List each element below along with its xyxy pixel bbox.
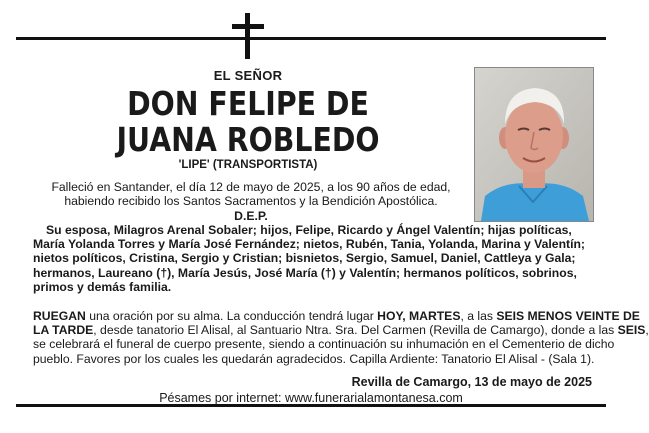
deceased-alias: 'LIPE' (TRANSPORTISTA): [178, 159, 318, 171]
funeral-text: , a las: [460, 309, 497, 323]
ruegan-word: RUEGAN: [33, 309, 86, 323]
title-line: EL SEÑOR: [213, 68, 283, 83]
intro-line: Falleció en Santander, el día 12 de mayo de 2025, a los 90 años de edad,: [51, 180, 451, 194]
funeral-text: ,: [645, 323, 649, 338]
cross-icon: [232, 13, 264, 59]
funeral-details: [33, 309, 649, 366]
place-date-signature: Revilla de Camargo, 13 de mayo de 2025: [351, 375, 592, 389]
funeral-line: [33, 323, 649, 338]
family-line: hermanos, Laureano (†), María Jesús, José María (†) y Valentín; hermanos políticos, sobrinos,: [33, 265, 577, 280]
deceased-name-line2: JUANA ROBLEDO: [116, 120, 380, 159]
family-line: nietos políticos, Cristina, Sergio y Cristian; bisnietos, Sergio, Samuel, Daniel, Cattleya y Gala;: [33, 251, 576, 266]
family-line: María Yolanda Torres y María José Fernández; nietos, Rubén, Tania, Yolanda, Marina y Valentín;: [33, 237, 585, 252]
mass-time: SEIS: [617, 323, 646, 338]
funeral-line: [33, 309, 640, 323]
condolences-link[interactable]: Pésames por internet: www.funerarialamontanesa.com: [159, 391, 463, 405]
family-line: primos y demás familia.: [33, 279, 172, 294]
top-rule: [16, 37, 606, 40]
deceased-name-line1: DON FELIPE DE: [127, 84, 369, 123]
dep-heading: D.E.P.: [234, 209, 268, 223]
funeral-time: LA TARDE: [33, 323, 94, 338]
family-line: Su esposa, Milagros Arenal Sobaler; hijos, Felipe, Ricardo y Ángel Valentín; hijas políticas,: [46, 223, 572, 237]
intro-line: habiendo recibido los Santos Sacramentos y la Bendición Apostólica.: [64, 194, 438, 209]
funeral-line: se celebrará el funeral de cuerpo presente, siendo a continuación su inhumación en el Cementerio de dicho: [33, 337, 615, 352]
funeral-day: HOY, MARTES: [377, 309, 461, 323]
funeral-time: SEIS MENOS VEINTE DE: [496, 309, 640, 323]
portrait-photo: [474, 67, 594, 222]
family-list: [33, 223, 591, 294]
death-notice-intro: [36, 180, 466, 208]
funeral-text: , desde tanatorio El Alisal, al Santuario Ntra. Sra. Del Carmen (Revilla de Camargo), donde a las: [93, 323, 618, 338]
funeral-text: una oración por su alma. La conducción tendrá lugar: [85, 309, 378, 323]
funeral-line: pueblo. Favores por los cuales les quedarán agradecidos. Capilla Ardiente: Tanatorio El Alisal - (Sala 1).: [33, 351, 595, 366]
